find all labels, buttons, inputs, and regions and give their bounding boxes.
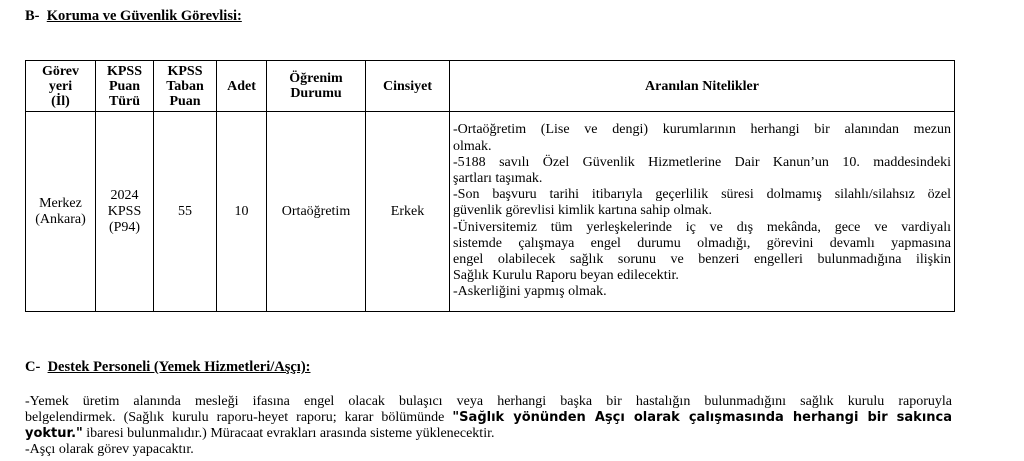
requirement-line: -Üniversitemiz tüm yerleşkelerinde iç ve dış mekânda, gece ve vardiyalı bbox=[453, 219, 951, 235]
requirement-line: Sağlık Kurulu Raporu beyan edilecektir. bbox=[453, 268, 679, 284]
paragraph-line bbox=[25, 426, 952, 442]
cell-ogrenim-durumu: Ortaöğretim bbox=[267, 112, 366, 312]
requirement-line: güvenlik görevlisi kimlik kartına sahip olmak. bbox=[453, 203, 712, 219]
section-b-heading bbox=[25, 8, 242, 24]
header-ogrenim-durumu: Öğrenim Durumu bbox=[267, 61, 366, 112]
section-b-prefix: B- bbox=[25, 8, 40, 24]
header-adet: Adet bbox=[217, 61, 267, 112]
requirement-line: şartları taşımak. bbox=[453, 170, 543, 186]
header-gorev-yeri: Görev yeri (İl) bbox=[26, 61, 96, 112]
header-kpss-taban-puan: KPSS Taban Puan bbox=[154, 61, 217, 112]
section-b-title: Koruma ve Güvenlik Görevlisi: bbox=[46, 8, 242, 24]
cell-cinsiyet: Erkek bbox=[366, 112, 450, 312]
position-table bbox=[25, 60, 955, 312]
requirement-line: -Askerliğini yapmış olmak. bbox=[453, 284, 607, 300]
requirement-line: -5188 savılı Özel Güvenlik Hizmetlerine Dair Kanun’un 10. maddesindeki bbox=[453, 154, 951, 170]
paragraph-line bbox=[25, 410, 952, 426]
paragraph-line: -Aşçı olarak görev yapacaktır. bbox=[25, 442, 194, 457]
cell-gorev-yeri: Merkez (Ankara) bbox=[26, 112, 96, 312]
header-cinsiyet: Cinsiyet bbox=[366, 61, 450, 112]
cell-kpss-puan-turu: 2024 KPSS (P94) bbox=[96, 112, 154, 312]
header-aranilan-nitelikler: Aranılan Nitelikler bbox=[450, 61, 955, 112]
paragraph-bold-quote: "Sağlık yönünden Aşçı olarak çalışmasında herhangi bir sakınca bbox=[452, 410, 953, 425]
cell-aranilan-nitelikler bbox=[450, 112, 955, 312]
paragraph-line: -Yemek üretim alanında mesleği ifasına engel olacak bulaşıcı veya herhangi başka bir hastalığın bulunmadığını sağlık kurulu raporuyla bbox=[25, 394, 952, 409]
section-c-paragraph bbox=[25, 394, 952, 458]
header-kpss-puan-turu: KPSS Puan Türü bbox=[96, 61, 154, 112]
requirement-line: olmak. bbox=[453, 138, 492, 154]
paragraph-text: belgelendirmek. (Sağlık kurulu raporu-heyet raporu; karar bölümünde bbox=[25, 410, 445, 425]
section-c-title: Destek Personeli (Yemek Hizmetleri/Aşçı): bbox=[47, 359, 311, 375]
requirement-line: sistemde çalışmaya engel durumu olmadığı, görevini devamlı yapmasına bbox=[453, 235, 951, 251]
requirement-line: engel olabilecek sağlık sorunu ve benzeri engelleri bulunmadığına ilişkin bbox=[453, 252, 951, 267]
requirement-line: -Ortaöğretim (Lise ve dengi) kurumlarının herhangi bir alanından mezun bbox=[453, 122, 951, 138]
requirement-line: -Son başvuru tarihi itibarıyla geçerlilik süresi dolmamış silahlı/silahsız özel bbox=[453, 187, 951, 203]
cell-kpss-taban-puan: 55 bbox=[154, 112, 217, 312]
cell-adet: 10 bbox=[217, 112, 267, 312]
table-header-row bbox=[26, 61, 955, 112]
section-c-heading bbox=[25, 359, 310, 375]
table-row bbox=[26, 112, 955, 312]
section-c-prefix: C- bbox=[25, 359, 41, 375]
paragraph-text: ibaresi bulunmalıdır.) Müracaat evrakları arasında sisteme yüklenecektir. bbox=[82, 426, 495, 441]
paragraph-bold-quote-end: yoktur." bbox=[25, 426, 83, 441]
